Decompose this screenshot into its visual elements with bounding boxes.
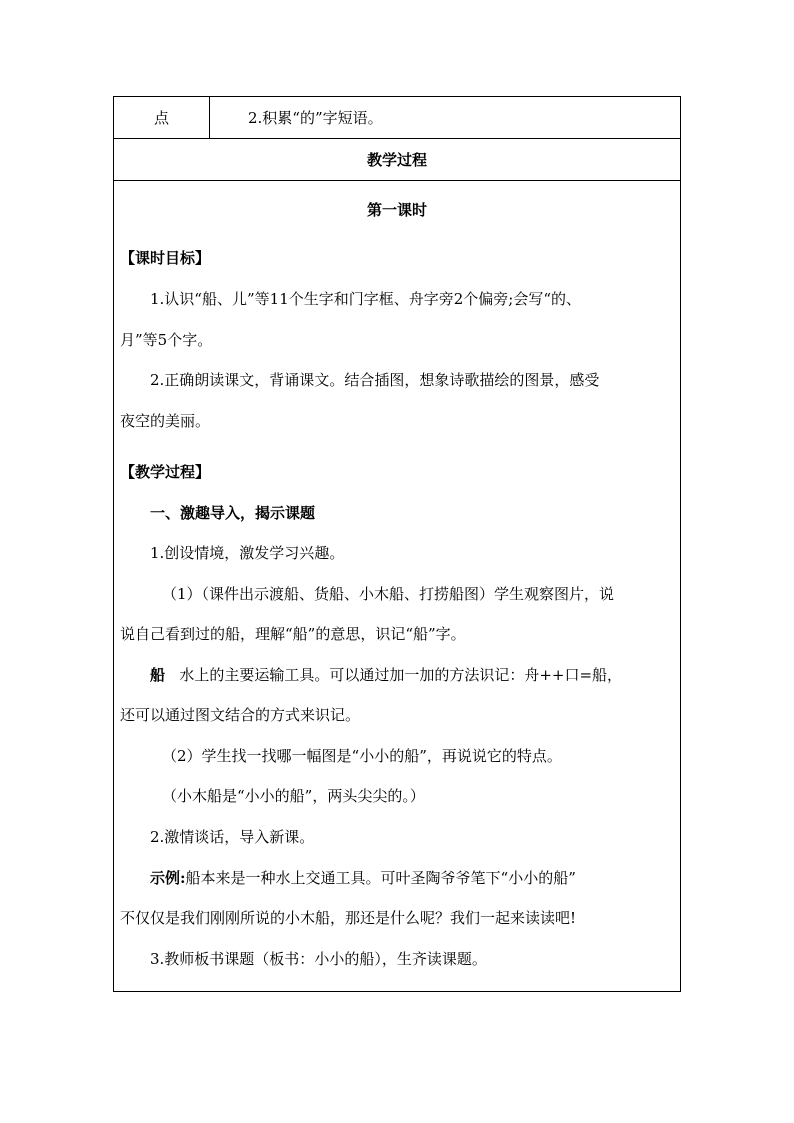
lesson-content bbox=[114, 181, 680, 991]
boat-definition-line1 bbox=[150, 664, 672, 685]
step2: 2.激情谈话，导入新课。 bbox=[150, 828, 315, 846]
lesson-plan-table bbox=[113, 96, 681, 992]
goal1-line2: 月”等5个字。 bbox=[120, 331, 213, 349]
example-line1 bbox=[150, 867, 672, 888]
example-label: 示例: bbox=[150, 869, 186, 887]
step1a-line1: （1）（课件出示渡船、货船、小木船、打捞船图）学生观察图片，说 bbox=[162, 585, 615, 603]
step1: 1.创设情境，激发学习兴趣。 bbox=[150, 544, 345, 562]
step1a-line2: 说自己看到过的船，理解“船”的意思，识记“船”字。 bbox=[120, 625, 466, 643]
example-text: 船本来是一种水上交通工具。可叶圣陶爷爷笔下“小小的船” bbox=[185, 869, 576, 887]
goals-heading: 【课时目标】 bbox=[120, 249, 211, 267]
example-line2: 不仅仅是我们刚刚所说的小木船，那还是什么呢？我们一起来读读吧! bbox=[120, 909, 577, 927]
goal1-line1: 1.认识“船、儿”等11个生字和门字框、舟字旁2个偏旁;会写“的、 bbox=[150, 290, 582, 308]
row-value-cell: 2.积累“的”字短语。 bbox=[248, 109, 383, 127]
section-title: 教学过程 bbox=[366, 151, 427, 169]
step1b: （2）学生找一找哪一幅图是“小小的船”，再说说它的特点。 bbox=[162, 747, 562, 765]
boat-label: 船 bbox=[150, 666, 166, 684]
lesson-title: 第一课时 bbox=[366, 201, 427, 219]
goal2-line1: 2.正确朗读课文，背诵课文。结合插图，想象诗歌描绘的图景，感受 bbox=[150, 371, 600, 389]
boat-definition-line2: 还可以通过图文结合的方式来识记。 bbox=[120, 706, 361, 724]
row-key-cell: 点 bbox=[114, 97, 210, 138]
section-title-row bbox=[114, 139, 680, 181]
table-row-focus bbox=[114, 97, 680, 139]
process-heading: 【教学过程】 bbox=[120, 463, 211, 481]
goal2-line2: 夜空的美丽。 bbox=[120, 412, 211, 430]
step1b-answer: （小木船是“小小的船”，两头尖尖的。） bbox=[162, 787, 425, 805]
section1-heading: 一、激趣导入，揭示课题 bbox=[150, 504, 316, 522]
boat-definition-text: 水上的主要运输工具。可以通过加一加的方法识记：舟++口=船， bbox=[179, 666, 623, 684]
step3: 3.教师板书课题（板书：小小的船），生齐读课题。 bbox=[150, 950, 487, 968]
